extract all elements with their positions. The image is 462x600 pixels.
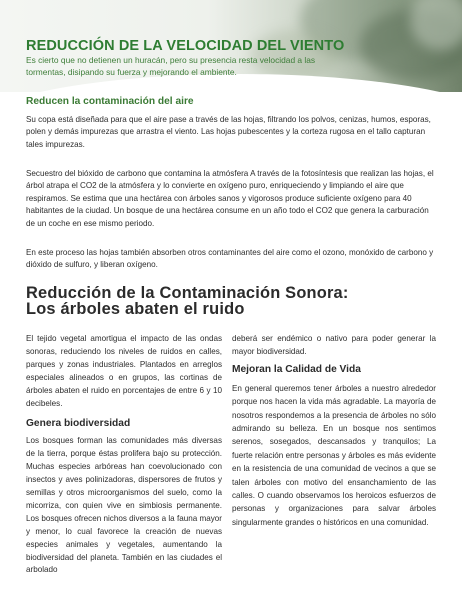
left-column — [26, 333, 222, 577]
heading-quality-of-life: Mejoran la Calidad de Vida — [232, 363, 361, 375]
paragraph-noise-dampening: El tejido vegetal amortigua el impacto de las ondas sonoras, reduciendo los niveles de ruidos en calles, parques y zonas industriales. Plantados en arreglos especiales alineados o en grupos, las cortinas de árboles abaten el ruido en porcentajes de entre 6 y 10 decibeles. — [26, 334, 222, 408]
section-title-wind: REDUCCIÓN DE LA VELOCIDAD DEL VIENTO — [26, 38, 345, 54]
heading-noise-line1: Reducción de la Contaminación Sonora: — [26, 284, 349, 302]
heading-biodiversity: Genera biodiversidad — [26, 418, 131, 430]
paragraph-biodiversity: Los bosques forman las comunidades más diversas de la tierra, porque éstas prolifera bajo su protección. Muchas especies arbóreas han coevolucionado con insectos y aves polinizadoras, dispersores de frutos y semillas y otros microorganismos del suelo, como la micorriza, con quien vive en simbiosis permanente. Los bosques ofrecen nichos diversos a la fauna mayor y menor, lo cual favorece la creación de nuevas especies animales y vegetales, aumentando la biodiversidad del planeta. También en las ciudades el arbolado — [26, 436, 222, 575]
paragraph-endemic-trees: deberá ser endémico o nativo para poder generar la mayor biodiversidad. — [232, 334, 436, 356]
paragraph-quality-of-life: En general queremos tener árboles a nuestro alrededor porque nos hacen la vida más agradable. La mayoría de nosotros respondemos a la presencia de árboles no sólo admirando su belleza. En un bosque nos sentimos serenos, sosegados, descansados y tranquilos; La fuerte relación entre personas y árboles es más evidente en la resistencia de una comunidad de vecinos a que se talen árboles con motivo del ensanchamiento de las calles. O cuando observamos los heroicos esfuerzos de personas y organizaciones para salvar árboles singularmente grandes o históricos en una comunidad. — [232, 383, 436, 527]
heading-noise-pollution — [26, 285, 446, 317]
paragraph-co2-sequestration: Secuestro del bióxido de carbono que contamina la atmósfera A través de la fotosíntesis que realizan las hojas, el árbol atrapa el CO2 de la atmósfera y lo convierte en oxígeno puro, enriqueciendo y limpiando el aire que respiramos. Se estima que una hectárea con árboles sanos y vigorosos produce suficiente oxígeno para 40 habitantes de la ciudad. Un bosque de una hectárea consume en un año todo el CO2 que genera la carburación de un coche en ese mismo periodo. — [26, 169, 434, 228]
paragraph-canopy-filter: Su copa está diseñada para que el aire pase a través de las hojas, filtrando los polvos, cenizas, humos, esporas, polen y demás impurezas que arrastra el viento. Las hojas pubescentes y la corteza rugosa en el tallo capturan tales impurezas. — [26, 115, 431, 149]
section-subtitle-wind: Es cierto que no detienen un huracán, pero su presencia resta velocidad a las tormentas, disipando su fuerza y mejorando el ambiente. — [26, 55, 316, 77]
heading-air-pollution: Reducen la contaminación del aire — [26, 96, 194, 107]
paragraph-other-pollutants: En este proceso las hojas también absorben otros contaminantes del aire como el ozono, monóxido de carbono y dióxido de sulfuro, y liberan oxígeno. — [26, 248, 434, 270]
heading-noise-line2: Los árboles abaten el ruido — [26, 300, 245, 318]
right-column — [232, 333, 436, 529]
